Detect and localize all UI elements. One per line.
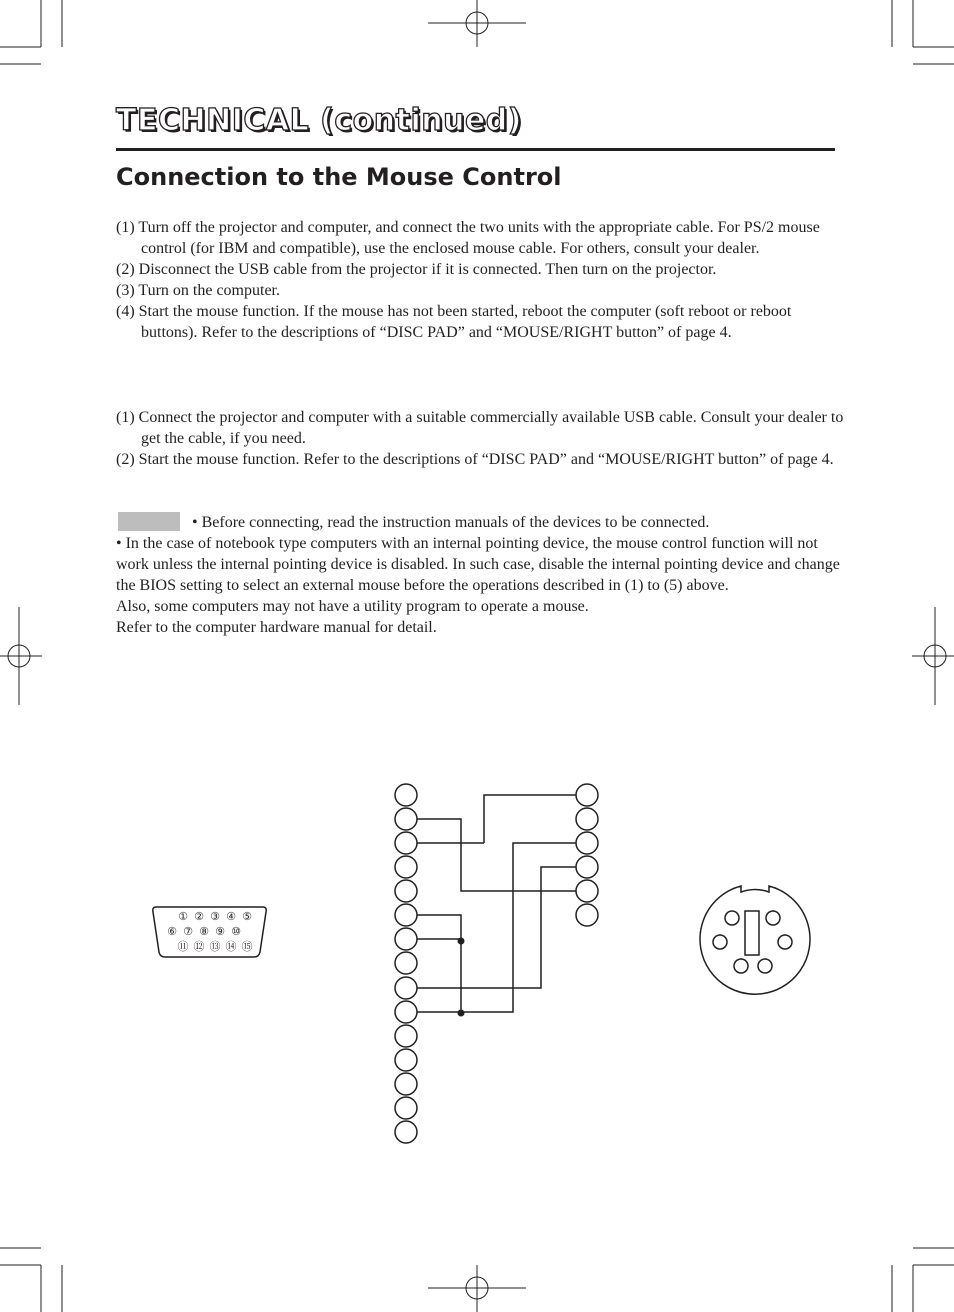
note-text-2: • In the case of notebook type computers with an internal pointing device, the mouse control function will not work unless the internal pointing device is disabled. In such case, disable the internal pointing device and change the BIOS setting to select an external mouse before the operations described in (1) to (5) above. bbox=[116, 535, 840, 594]
dsub-pin-label: ⑪ bbox=[177, 940, 189, 953]
dsub-pin-label: ⑫ bbox=[193, 940, 205, 953]
dsub-pin-label: ⑩ bbox=[231, 925, 241, 938]
dsub-pin-label: ② bbox=[194, 910, 204, 923]
usb-steps bbox=[116, 407, 846, 470]
notes bbox=[116, 512, 846, 638]
ps2-step-1: (1) Turn off the projector and computer, and connect the two units with the appropriate cable. For PS/2 mouse control (for IBM and compatible), use the enclosed mouse cable. For others, consult your dealer. bbox=[116, 219, 820, 257]
ps2-step-3: (3) Turn on the computer. bbox=[116, 282, 280, 299]
title-rule bbox=[116, 148, 835, 151]
note-line bbox=[116, 512, 846, 533]
dsub-pin-label: ⑤ bbox=[242, 910, 252, 923]
ps2-steps bbox=[116, 217, 846, 343]
note-text-4: Refer to the computer hardware manual for detail. bbox=[116, 619, 437, 636]
dsub-pin-label: ⑮ bbox=[241, 940, 253, 953]
dsub-pin-label: ⑥ bbox=[167, 925, 177, 938]
ps2-step-4: (4) Start the mouse function. If the mouse has not been started, reboot the computer (soft reboot or reboot buttons). Refer to the descriptions of “DISC PAD” and “MOUSE/RIGHT button” of page 4. bbox=[116, 303, 792, 341]
dsub-pin-label: ⑭ bbox=[225, 940, 237, 953]
dsub-pin-label: ⑨ bbox=[215, 925, 225, 938]
dsub-pin-label: ④ bbox=[226, 910, 236, 923]
dsub-pin-label: ③ bbox=[210, 910, 220, 923]
note-text-1: • Before connecting, read the instruction manuals of the devices to be connected. bbox=[192, 514, 710, 531]
ps2-step-2: (2) Disconnect the USB cable from the projector if it is connected. Then turn on the projector. bbox=[116, 261, 717, 278]
dsub-pin-label: ⑧ bbox=[199, 925, 209, 938]
dsub-pin-label: ① bbox=[178, 910, 188, 923]
section-title: Connection to the Mouse Control bbox=[116, 163, 562, 191]
note-text-3: Also, some computers may not have a utility program to operate a mouse. bbox=[116, 598, 589, 615]
dsub-pin-label: ⑦ bbox=[183, 925, 193, 938]
usb-step-2: (2) Start the mouse function. Refer to the descriptions of “DISC PAD” and “MOUSE/RIGHT button” of page 4. bbox=[116, 451, 834, 468]
note-label-box bbox=[118, 512, 180, 531]
dsub-pin-label: ⑬ bbox=[209, 940, 221, 953]
usb-step-1: (1) Connect the projector and computer with a suitable commercially available USB cable. Consult your dealer to get the cable, if you need. bbox=[116, 409, 844, 447]
page-title: TECHNICAL (continued) bbox=[116, 103, 522, 138]
